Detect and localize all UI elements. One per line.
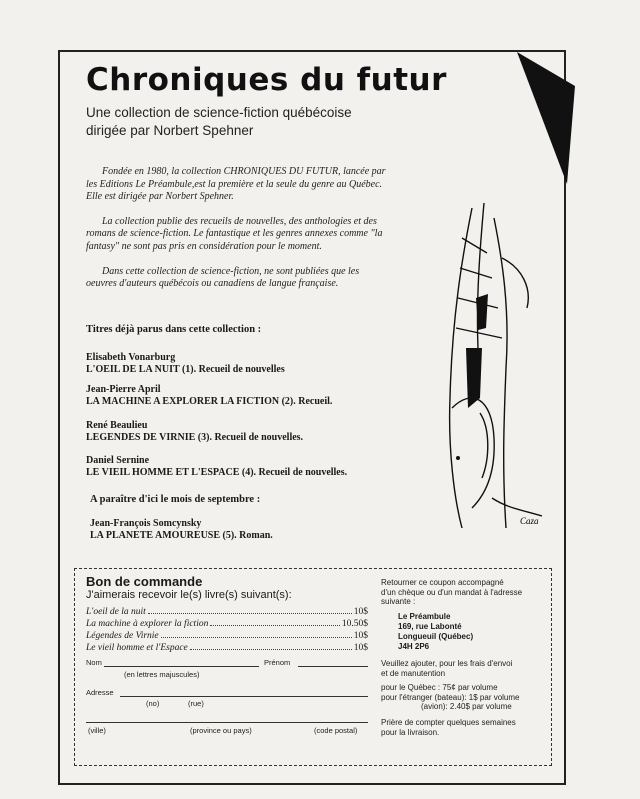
text-line: J4H 2P6 [398, 642, 430, 651]
text-line: d'un chèque ou d'un mandat à l'adresse [381, 587, 523, 597]
book-author: Daniel Sernine [86, 455, 150, 466]
titles-heading: Titres déjà parus dans cette collection : [86, 324, 262, 335]
firstname-field[interactable] [298, 666, 368, 667]
firstname-label: Prénom [264, 658, 291, 667]
page-title: Chroniques du futur [86, 62, 447, 98]
illustrator-signature: Caza [520, 516, 539, 526]
text-line: pour le Québec : 75¢ par volume [381, 683, 498, 692]
order-item-name: La machine à explorer la fiction [86, 619, 209, 629]
sci-fi-tower-illustration [432, 198, 552, 538]
corner-fold-decoration [517, 46, 577, 186]
order-item-price: 10$ [353, 631, 368, 641]
intro-text [86, 166, 386, 303]
text-line: Longueuil (Québec) [398, 632, 474, 641]
order-item[interactable] [86, 631, 368, 641]
book-entry [86, 420, 303, 444]
book-author: Elisabeth Vonarburg [86, 352, 176, 363]
book-title: LEGENDES DE VIRNIE (3). Recueil de nouvelles. [86, 432, 304, 443]
shipping-note [381, 659, 512, 678]
text-line: suivante : [381, 597, 416, 606]
book-title: LA PLANETE AMOUREUSE (5). Roman. [90, 530, 273, 541]
book-author: Jean-François Somcynsky [90, 518, 202, 529]
book-title: LA MACHINE A EXPLORER LA FICTION (2). Recueil. [86, 396, 333, 407]
order-subtitle: J'aimerais recevoir le(s) livre(s) suivant(s): [86, 589, 292, 601]
upcoming-book-entry [90, 518, 273, 542]
text-line: Prière de compter quelques semaines [381, 718, 516, 727]
text-line: pour la livraison. [381, 727, 440, 737]
delivery-note [381, 718, 516, 737]
province-label: (province ou pays) [190, 726, 252, 735]
text-line: (avion): 2.40$ par volume [421, 702, 512, 711]
publisher-address [398, 612, 473, 652]
city-label: (ville) [88, 726, 106, 735]
uppercase-note: (en lettres majuscules) [124, 670, 200, 679]
text-line: Veuillez ajouter, pour les frais d'envoi [381, 659, 513, 668]
name-field[interactable] [104, 666, 259, 667]
book-author: René Beaulieu [86, 420, 148, 431]
order-item-name: L'oeil de la nuit [86, 607, 146, 617]
address-label: Adresse [86, 688, 114, 697]
order-item[interactable] [86, 619, 368, 629]
text-line: 169, rue Labonté [398, 622, 462, 631]
book-title: LE VIEIL HOMME ET L'ESPACE (4). Recueil de nouvelles. [86, 467, 348, 478]
order-item[interactable] [86, 607, 368, 617]
subtitle [86, 104, 352, 140]
text-line: et de manutention [381, 668, 446, 678]
book-entry [86, 455, 347, 479]
intro-paragraph: La collection publie des recueils de nouvelles, des anthologies et des romans de science-fiction. Le fantastique et les genres annexes comme "la fantasy" ne sont pas pris en considération pour le moment. [86, 215, 383, 252]
intro-paragraph: Dans cette collection de science-fiction, ne sont publiées que les oeuvres d'auteurs québécois ou canadiens de langue française. [86, 265, 360, 290]
book-title: L'OEIL DE LA NUIT (1). Recueil de nouvelles [86, 364, 285, 375]
name-label: Nom [86, 658, 102, 667]
address-street-label: (rue) [188, 699, 204, 708]
address-number-label: (no) [146, 699, 160, 708]
order-item-price: 10$ [353, 643, 368, 653]
text-line: Retourner ce coupon accompagné [381, 578, 504, 587]
order-item[interactable] [86, 643, 368, 653]
book-entry [86, 384, 332, 408]
city-field[interactable] [86, 722, 368, 723]
order-title: Bon de commande [86, 574, 203, 589]
order-item-name: Légendes de Virnie [86, 631, 159, 641]
order-item-price: 10.50$ [341, 619, 368, 629]
return-instructions [381, 578, 522, 607]
text-line: Le Préambule [398, 612, 451, 621]
postal-code-label: (code postal) [314, 726, 358, 735]
order-item-name: Le vieil homme et l'Espace [86, 643, 188, 653]
book-entry [86, 352, 285, 376]
subtitle-line: dirigée par Norbert Spehner [86, 123, 254, 138]
order-item-price: 10$ [353, 607, 368, 617]
shipping-rates [381, 683, 520, 712]
intro-paragraph: Fondée en 1980, la collection CHRONIQUES DU FUTUR, lancée par les Editions Le Préambule,est la première et la seule du genre au Québec. Elle est dirigée par Norbert Spehner. [86, 166, 386, 203]
text-line: pour l'étranger (bateau): 1$ par volume [381, 692, 520, 702]
address-field[interactable] [120, 696, 368, 697]
book-author: Jean-Pierre April [86, 384, 161, 395]
upcoming-heading: A paraître d'ici le mois de septembre : [90, 494, 261, 505]
subtitle-line: Une collection de science-fiction québécoise [86, 105, 352, 120]
